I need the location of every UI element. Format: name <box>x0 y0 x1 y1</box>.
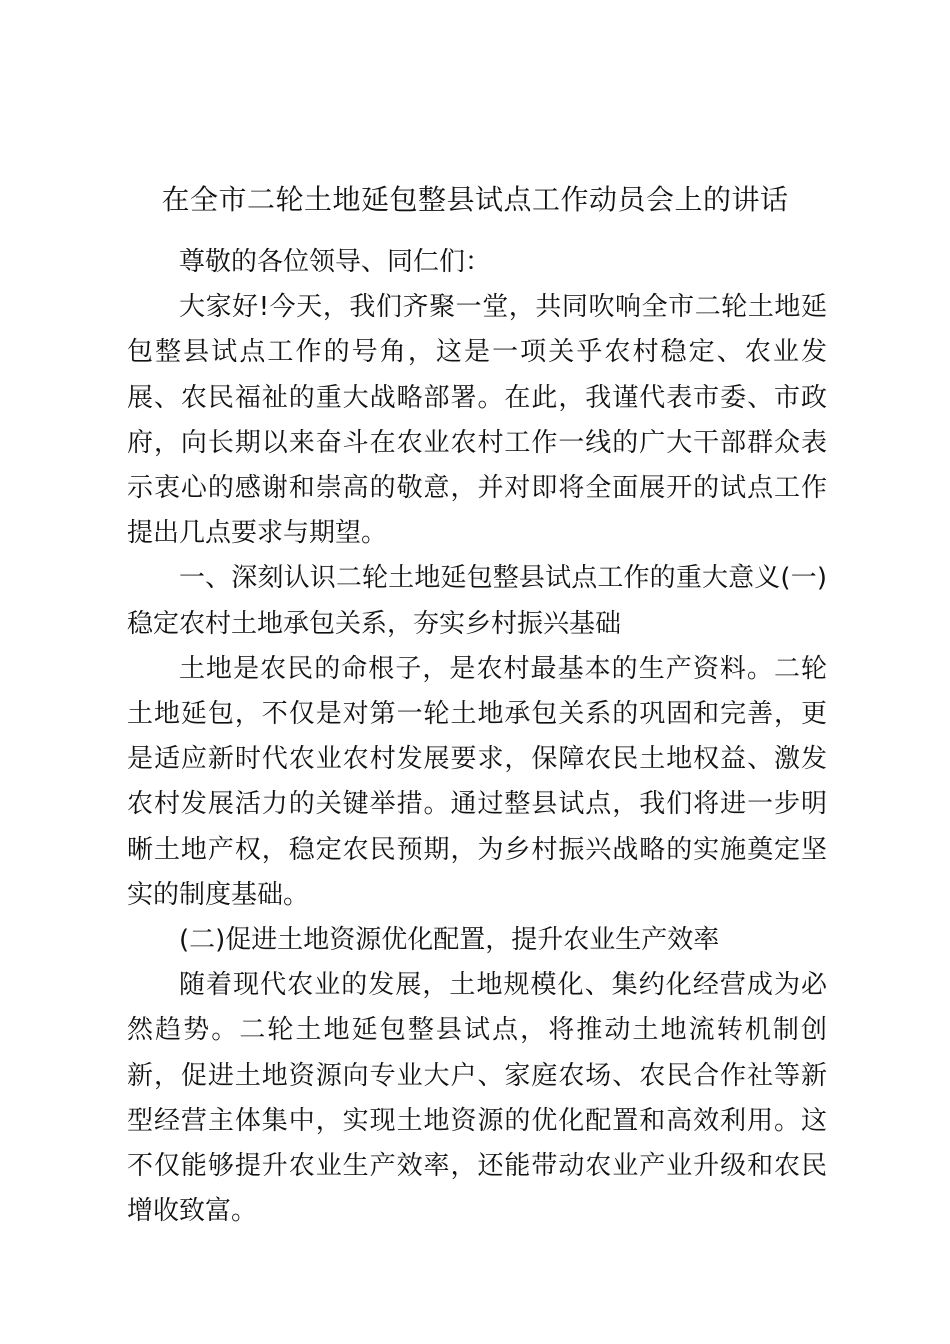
section-heading-1: 一、深刻认识二轮土地延包整县试点工作的重大意义(一)稳定农村土地承包关系，夯实乡村振兴基础 <box>127 563 827 639</box>
body-paragraph-2: 随着现代农业的发展，土地规模化、集约化经营成为必然趋势。二轮土地延包整县试点，将推动土地流转机制创新，促进土地资源向专业大户、家庭农场、农民合作社等新型经营主体集中，实现土地资源的优化配置和高效利用。这不仅能够提升农业生产效率，还能带动农业产业升级和农民增收致富。 <box>127 970 827 1227</box>
document-title: 在全市二轮土地延包整县试点工作动员会上的讲话 <box>161 183 789 216</box>
document-body <box>127 240 827 1234</box>
body-paragraph-1: 土地是农民的命根子，是农村最基本的生产资料。二轮土地延包，不仅是对第一轮土地承包关系的巩固和完善，更是适应新时代农业农村发展要求，保障农民土地权益、激发农村发展活力的关键举措。通过整县试点，我们将进一步明晰土地产权，稳定农民预期，为乡村振兴战略的实施奠定坚实的制度基础。 <box>127 653 827 910</box>
opening-paragraph: 大家好!今天，我们齐聚一堂，共同吹响全市二轮土地延包整县试点工作的号角，这是一项关乎农村稳定、农业发展、农民福祉的重大战略部署。在此，我谨代表市委、市政府，向长期以来奋斗在农业农村工作一线的广大干部群众表示衷心的感谢和崇高的敬意，并对即将全面展开的试点工作提出几点要求与期望。 <box>127 292 827 549</box>
section-heading-2: (二)促进土地资源优化配置，提升农业生产效率 <box>179 925 720 956</box>
salutation-paragraph: 尊敬的各位领导、同仁们： <box>179 247 492 277</box>
